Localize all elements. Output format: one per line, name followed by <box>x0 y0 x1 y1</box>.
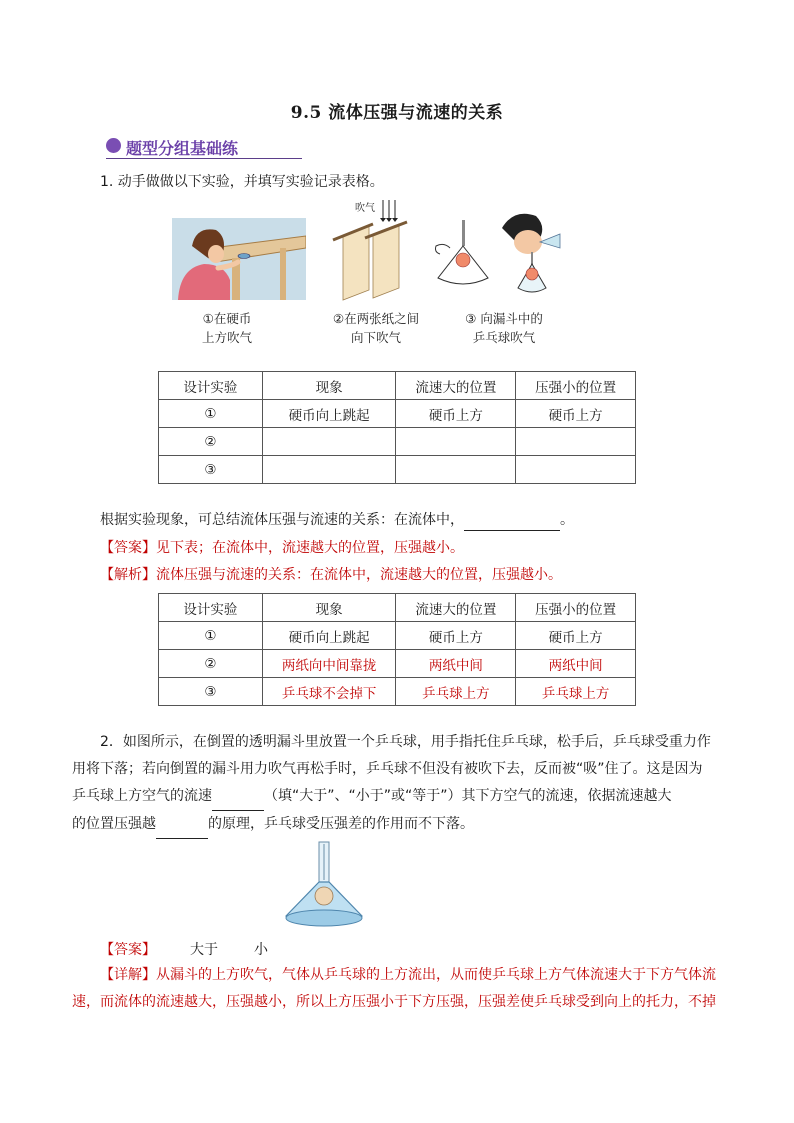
section-heading-text: 题型分组基础练 <box>126 139 239 158</box>
table-row <box>159 622 636 650</box>
page-title: 9.5 流体压强与流速的关系 <box>290 103 504 123</box>
answer-blank <box>156 811 208 839</box>
table-header-row <box>159 372 636 400</box>
table-cell <box>262 428 396 456</box>
table-cell: ② <box>159 650 263 678</box>
answer-text: 见下表；在流体中，流速越大的位置，压强越小。 <box>156 540 464 556</box>
answer-blank <box>212 783 264 811</box>
summary-prefix: 根据实验现象，可总结流体压强与流速的关系：在流体中， <box>100 512 464 528</box>
table-cell: 乒乓球不会掉下 <box>262 678 396 706</box>
caption-line: 乒乓球吹气 <box>472 330 536 345</box>
caption-line: ①在硬币 <box>202 311 252 326</box>
table-cell: 硬币上方 <box>516 622 636 650</box>
figure-3-caption <box>448 309 560 347</box>
table-cell <box>262 456 396 484</box>
table-cell <box>396 428 516 456</box>
analysis-text: 流体压强与流速的关系：在流体中，流速越大的位置，压强越小。 <box>156 567 562 583</box>
bullet-dot-icon <box>106 138 121 153</box>
q1-answer-line <box>100 538 464 558</box>
question-2-text <box>72 729 732 839</box>
table-cell: ① <box>159 400 263 428</box>
table-header-cell: 设计实验 <box>159 594 263 622</box>
q2-detail-line <box>72 962 732 989</box>
table-row <box>159 428 636 456</box>
table-cell: 乒乓球上方 <box>396 678 516 706</box>
q2-text: 的位置压强越 <box>72 816 156 832</box>
table-cell: 硬币向上跳起 <box>262 622 396 650</box>
blow-label: 吹气 <box>355 203 375 214</box>
experiment-table <box>158 371 636 484</box>
table-header-cell: 压强小的位置 <box>516 594 636 622</box>
caption-line: ②在两张纸之间 <box>332 311 420 326</box>
q2-detail <box>72 962 732 1016</box>
table-row <box>159 456 636 484</box>
table-cell: 两纸向中间靠拢 <box>262 650 396 678</box>
table-header-cell: 现象 <box>262 594 396 622</box>
detail-text: 从漏斗的上方吹气，气体从乒乓球的上方流出，从而使乒乓球上方气体流速大于下方气体流 <box>156 967 716 983</box>
table-cell: ② <box>159 428 263 456</box>
answer-tag: 【答案】 <box>100 540 156 556</box>
detail-tag: 【详解】 <box>100 967 156 983</box>
q2-answer-line <box>100 940 268 960</box>
funnel-illustration <box>282 840 368 930</box>
table-cell: ③ <box>159 456 263 484</box>
question-1-prompt: 1. 动手做做以下实验，并填写实验记录表格。 <box>100 174 384 190</box>
table-header-cell: 压强小的位置 <box>516 372 636 400</box>
summary-line <box>100 510 574 531</box>
table-cell: 乒乓球上方 <box>516 678 636 706</box>
q2-line: 2．如图所示，在倒置的透明漏斗里放置一个乒乓球，用手指托住乒乓球，松手后，乒乓球受重力作 <box>100 734 711 750</box>
table-cell: 两纸中间 <box>396 650 516 678</box>
answer-tag: 【答案】 <box>100 942 156 958</box>
table-header-cell: 现象 <box>262 372 396 400</box>
paper-sheets-illustration <box>325 198 417 302</box>
table-cell: 硬币向上跳起 <box>262 400 396 428</box>
q2-text: 乒乓球上方空气的流速 <box>72 788 212 804</box>
table-cell: ③ <box>159 678 263 706</box>
table-header-cell: 设计实验 <box>159 372 263 400</box>
q2-line <box>72 783 732 811</box>
caption-line: 上方吹气 <box>201 330 252 345</box>
summary-suffix: 。 <box>560 512 574 528</box>
answer-blank <box>464 510 560 531</box>
table-cell <box>516 428 636 456</box>
q2-detail-line: 速，而流体的流速越大，压强越小，所以上方压强小于下方压强，压强差使乒乓球受到向上的托力，不掉 <box>72 994 716 1010</box>
table-row <box>159 650 636 678</box>
table-cell: 两纸中间 <box>516 650 636 678</box>
table-row <box>159 678 636 706</box>
table-header-cell: 流速大的位置 <box>396 594 516 622</box>
q1-analysis-line <box>100 565 562 585</box>
table-header-cell: 流速大的位置 <box>396 372 516 400</box>
table-cell <box>396 456 516 484</box>
table-header-row <box>159 594 636 622</box>
table-cell: 硬币上方 <box>516 400 636 428</box>
figure-2-caption <box>316 309 436 347</box>
answer-value: 大于 <box>190 942 218 958</box>
table-cell: ① <box>159 622 263 650</box>
caption-line: 向下吹气 <box>350 330 401 345</box>
analysis-tag: 【解析】 <box>100 567 156 583</box>
funnel-ball-illustration <box>432 208 562 304</box>
table-cell: 硬币上方 <box>396 622 516 650</box>
answer-table <box>158 593 636 706</box>
figure-1-caption <box>172 309 282 347</box>
table-row <box>159 400 636 428</box>
q2-text: （填“大于”、“小于”或“等于”）其下方空气的流速，依据流速越大 <box>264 788 672 804</box>
table-cell <box>516 456 636 484</box>
q2-line: 用将下落；若向倒置的漏斗用力吹气再松手时，乒乓球不但没有被吹下去，反而被“吸”住了。这是因为 <box>72 761 703 777</box>
q2-line <box>72 811 732 839</box>
q2-text: 的原理，乒乓球受压强差的作用而不下落。 <box>208 816 474 832</box>
section-heading <box>106 136 302 159</box>
answer-value: 小 <box>254 942 268 958</box>
table-cell: 硬币上方 <box>396 400 516 428</box>
caption-line: ③ 向漏斗中的 <box>465 311 543 326</box>
coin-experiment-illustration <box>172 218 306 300</box>
